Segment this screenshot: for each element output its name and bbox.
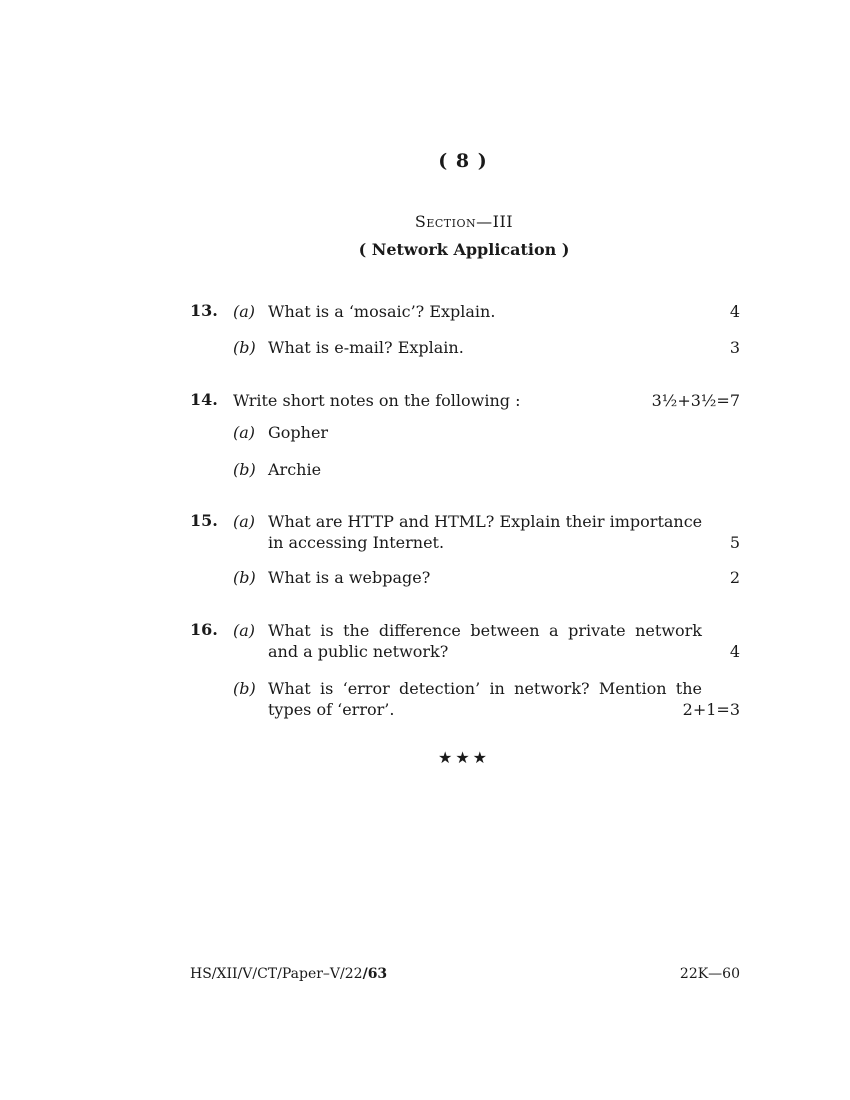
part-text-line: in accessing Internet. xyxy=(268,533,445,552)
part-label: (a) xyxy=(233,621,256,640)
paper-code-suffix: /63 xyxy=(362,966,388,982)
marks: 3½+3½=7 xyxy=(651,391,740,410)
part-text-line: What is ‘error detection’ in network? Mention the xyxy=(268,679,702,698)
part-text-line: What is the difference between a private network xyxy=(268,621,702,640)
part-label: (b) xyxy=(233,338,256,357)
part-label: (a) xyxy=(233,512,256,531)
part-text: What is e-mail? Explain. xyxy=(268,338,464,357)
part-text-line: What are HTTP and HTML? Explain their importance xyxy=(268,512,703,531)
section-subtitle: ( Network Application ) xyxy=(358,240,570,259)
question-number: 13. xyxy=(190,301,218,320)
marks: 3 xyxy=(729,338,740,357)
part-label: (b) xyxy=(233,679,256,698)
part-text: Gopher xyxy=(268,423,329,442)
part-text-line: types of ‘error’. xyxy=(268,700,395,719)
question-number: 16. xyxy=(190,620,218,639)
part-label: (b) xyxy=(233,568,256,587)
part-label: (a) xyxy=(233,423,256,442)
marks: 4 xyxy=(729,642,740,661)
part-label: (b) xyxy=(233,460,256,479)
part-text: What is a webpage? xyxy=(268,568,431,587)
question-number: 14. xyxy=(190,390,218,409)
marks: 4 xyxy=(729,302,740,321)
print-code: 22K—60 xyxy=(679,966,740,982)
section-title-prefix: Section xyxy=(414,212,477,231)
marks: 5 xyxy=(729,533,740,552)
section-title xyxy=(0,212,850,231)
question-number: 15. xyxy=(190,511,218,530)
marks: 2+1=3 xyxy=(682,700,740,719)
page-number: ( 8 ) xyxy=(438,150,488,172)
part-text: Archie xyxy=(268,460,322,479)
part-text-line: and a public network? xyxy=(268,642,449,661)
part-label: (a) xyxy=(233,302,256,321)
end-of-paper-stars: ★★★ xyxy=(437,748,491,767)
marks: 2 xyxy=(729,568,740,587)
part-text: What is a ‘mosaic’? Explain. xyxy=(268,302,496,321)
paper-code xyxy=(190,966,387,982)
question-text: Write short notes on the following : xyxy=(233,391,521,410)
section-title-suffix: —III xyxy=(476,212,514,231)
paper-code-prefix: HS/XII/V/CT/Paper–V/22 xyxy=(190,966,363,982)
